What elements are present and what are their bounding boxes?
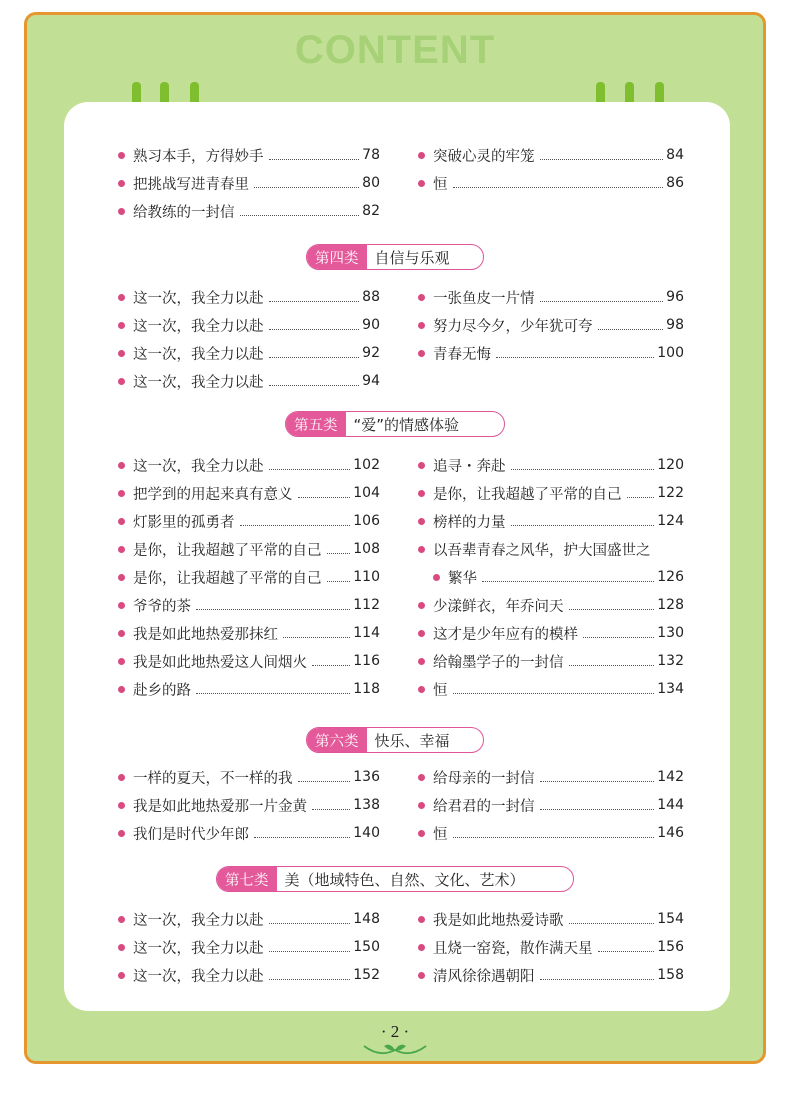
- bullet-dot-icon: [118, 490, 125, 497]
- toc-entry[interactable]: [118, 962, 380, 988]
- bullet-dot-icon: [118, 152, 125, 159]
- dot-leader: [598, 329, 664, 330]
- bullet-dot-icon: [118, 972, 125, 979]
- toc-entry-page: 94: [362, 373, 380, 389]
- toc-entry-title: 给翰墨学子的一封信: [433, 654, 564, 671]
- toc-entry-title: 追寻・奔赴: [433, 458, 506, 475]
- category-badge: [285, 411, 505, 437]
- toc-entry-page: 142: [657, 769, 684, 785]
- toc-entry-title: 熟习本手，方得妙手: [133, 148, 264, 165]
- dot-leader: [482, 581, 654, 582]
- toc-entry[interactable]: [418, 648, 684, 674]
- content-heading: CONTENT: [294, 28, 496, 72]
- dot-leader: [269, 951, 351, 952]
- toc-entry-title: 把挑战写进青春里: [133, 176, 249, 193]
- bullet-dot-icon: [418, 490, 425, 497]
- toc-entry-page: 120: [657, 457, 684, 473]
- bullet-dot-icon: [118, 802, 125, 809]
- toc-entry-title: 这一次，我全力以赴: [133, 940, 264, 957]
- dot-leader: [496, 357, 654, 358]
- leaf-ornament-icon: [362, 1040, 428, 1058]
- bullet-dot-icon: [418, 658, 425, 665]
- toc-entry-page: 88: [362, 289, 380, 305]
- bullet-dot-icon: [418, 916, 425, 923]
- toc-entry-page: 116: [353, 653, 380, 669]
- toc-entry[interactable]: [418, 284, 684, 310]
- toc-entry[interactable]: [118, 452, 380, 478]
- dot-leader: [540, 809, 655, 810]
- toc-entry-page: 118: [353, 681, 380, 697]
- category-number: 第七类: [217, 867, 277, 891]
- category-badge: [216, 866, 574, 892]
- toc-entry-page: 128: [657, 597, 684, 613]
- dot-leader: [540, 159, 664, 160]
- toc-entry-title: 是你，让我超越了平常的自己: [133, 542, 322, 559]
- toc-entry-title: 我是如此地热爱那抹红: [133, 626, 278, 643]
- bullet-dot-icon: [418, 152, 425, 159]
- toc-entry-title: 这一次，我全力以赴: [133, 912, 264, 929]
- toc-entry-page: 138: [353, 797, 380, 813]
- toc-entry-title: 以吾辈青春之风华，护大国盛世之: [433, 542, 651, 559]
- bullet-dot-icon: [433, 574, 440, 581]
- dot-leader: [269, 357, 360, 358]
- toc-entry[interactable]: [118, 368, 380, 394]
- toc-entry[interactable]: [118, 312, 380, 338]
- toc-entry-page: 90: [362, 317, 380, 333]
- dot-leader: [583, 637, 654, 638]
- dot-leader: [312, 809, 350, 810]
- toc-entry-title: 一样的夏天，不一样的我: [133, 770, 293, 787]
- toc-entry-title: 榜样的力量: [433, 514, 506, 531]
- dot-leader: [196, 693, 350, 694]
- toc-entry-page: 102: [353, 457, 380, 473]
- toc-entry-page: 78: [362, 147, 380, 163]
- dot-leader: [540, 301, 664, 302]
- bullet-dot-icon: [118, 574, 125, 581]
- dot-leader: [269, 923, 351, 924]
- toc-entry-page: 130: [657, 625, 684, 641]
- bullet-dot-icon: [118, 546, 125, 553]
- toc-entry-title: 是你，让我超越了平常的自己: [433, 486, 622, 503]
- toc-entry[interactable]: [418, 536, 684, 562]
- bullet-dot-icon: [118, 830, 125, 837]
- toc-entry[interactable]: [418, 452, 684, 478]
- toc-entry-title: 清风徐徐遇朝阳: [433, 968, 535, 985]
- category-badge: [306, 727, 484, 753]
- toc-entry-page: 92: [362, 345, 380, 361]
- toc-entry[interactable]: [433, 564, 684, 590]
- dot-leader: [269, 469, 351, 470]
- toc-entry-page: 146: [657, 825, 684, 841]
- toc-entry[interactable]: [118, 284, 380, 310]
- dot-leader: [269, 159, 360, 160]
- category-number: 第五类: [286, 412, 346, 436]
- bullet-dot-icon: [118, 322, 125, 329]
- dot-leader: [327, 581, 351, 582]
- toc-entry-title: 这一次，我全力以赴: [133, 968, 264, 985]
- toc-entry[interactable]: [118, 142, 380, 168]
- toc-entry[interactable]: [418, 480, 684, 506]
- bullet-dot-icon: [118, 686, 125, 693]
- toc-entry-title: 把学到的用起来真有意义: [133, 486, 293, 503]
- toc-entry-title: 这一次，我全力以赴: [133, 374, 264, 391]
- bullet-dot-icon: [118, 180, 125, 187]
- dot-leader: [269, 979, 351, 980]
- toc-entry-title: 爷爷的茶: [133, 598, 191, 615]
- toc-entry[interactable]: [118, 934, 380, 960]
- dot-leader: [453, 837, 655, 838]
- toc-entry[interactable]: [118, 820, 380, 846]
- toc-entry-title: 这才是少年应有的模样: [433, 626, 578, 643]
- category-name: 自信与乐观: [374, 248, 450, 267]
- toc-entry[interactable]: [418, 676, 684, 702]
- toc-entry[interactable]: [418, 508, 684, 534]
- toc-entry-title: 给君君的一封信: [433, 798, 535, 815]
- category-name: 快乐、幸福: [374, 731, 450, 750]
- dot-leader: [627, 497, 655, 498]
- toc-entry-title: 灯影里的孤勇者: [133, 514, 235, 531]
- toc-entry[interactable]: [418, 764, 684, 790]
- toc-entry-title: 恒: [433, 176, 448, 193]
- bullet-dot-icon: [418, 322, 425, 329]
- toc-entry-page: 126: [657, 569, 684, 585]
- toc-entry[interactable]: [418, 312, 684, 338]
- toc-entry[interactable]: [118, 676, 380, 702]
- bullet-dot-icon: [418, 972, 425, 979]
- toc-entry-title: 恒: [433, 682, 448, 699]
- dot-leader: [598, 951, 655, 952]
- toc-entry-page: 112: [353, 597, 380, 613]
- toc-entry[interactable]: [118, 792, 380, 818]
- toc-entry[interactable]: [118, 340, 380, 366]
- toc-entry-page: 140: [353, 825, 380, 841]
- dot-leader: [298, 497, 351, 498]
- toc-entry-page: 132: [657, 653, 684, 669]
- bullet-dot-icon: [418, 518, 425, 525]
- toc-entry[interactable]: [418, 906, 684, 932]
- toc-entry-title: 突破心灵的牢笼: [433, 148, 535, 165]
- toc-entry[interactable]: [418, 592, 684, 618]
- toc-entry[interactable]: [418, 142, 684, 168]
- toc-entry-title: 青春无悔: [433, 346, 491, 363]
- dot-leader: [196, 609, 350, 610]
- toc-entry-page: 98: [666, 317, 684, 333]
- bullet-dot-icon: [118, 462, 125, 469]
- toc-entry-title: 是你，让我超越了平常的自己: [133, 570, 322, 587]
- toc-entry-page: 110: [353, 569, 380, 585]
- toc-entry-page: 96: [666, 289, 684, 305]
- toc-entry-title: 努力尽今夕，少年犹可夸: [433, 318, 593, 335]
- toc-entry[interactable]: [118, 564, 380, 590]
- toc-entry[interactable]: [118, 480, 380, 506]
- dot-leader: [569, 665, 655, 666]
- toc-entry[interactable]: [118, 764, 380, 790]
- bullet-dot-icon: [418, 630, 425, 637]
- dot-leader: [540, 979, 655, 980]
- category-badge: [306, 244, 484, 270]
- dot-leader: [511, 469, 655, 470]
- toc-entry-page: 154: [657, 911, 684, 927]
- toc-entry-title: 我是如此地热爱这人间烟火: [133, 654, 307, 671]
- category-name: “爱”的情感体验: [353, 415, 460, 434]
- bullet-dot-icon: [118, 350, 125, 357]
- toc-entry-title: 这一次，我全力以赴: [133, 290, 264, 307]
- dot-leader: [254, 187, 359, 188]
- toc-entry-title: 繁华: [448, 570, 477, 587]
- toc-entry[interactable]: [418, 792, 684, 818]
- toc-entry-page: 158: [657, 967, 684, 983]
- bullet-dot-icon: [418, 774, 425, 781]
- toc-entry[interactable]: [418, 340, 684, 366]
- toc-entry[interactable]: [118, 592, 380, 618]
- dot-leader: [453, 187, 664, 188]
- bullet-dot-icon: [418, 546, 425, 553]
- bullet-dot-icon: [118, 602, 125, 609]
- bullet-dot-icon: [418, 944, 425, 951]
- toc-entry-title: 恒: [433, 826, 448, 843]
- bullet-dot-icon: [418, 350, 425, 357]
- dot-leader: [240, 525, 351, 526]
- toc-entry-page: 122: [657, 485, 684, 501]
- dot-leader: [254, 837, 350, 838]
- toc-entry-title: 这一次，我全力以赴: [133, 318, 264, 335]
- toc-entry-title: 我是如此地热爱那一片金黄: [133, 798, 307, 815]
- toc-entry-page: 150: [353, 939, 380, 955]
- dot-leader: [327, 553, 351, 554]
- toc-entry[interactable]: [118, 508, 380, 534]
- toc-entry-title: 一张鱼皮一片情: [433, 290, 535, 307]
- toc-entry-page: 156: [657, 939, 684, 955]
- dot-leader: [269, 301, 360, 302]
- dot-leader: [240, 215, 360, 216]
- toc-entry-page: 84: [666, 147, 684, 163]
- bullet-dot-icon: [118, 208, 125, 215]
- toc-entry-title: 给母亲的一封信: [433, 770, 535, 787]
- toc-entry-page: 148: [353, 911, 380, 927]
- toc-entry-page: 134: [657, 681, 684, 697]
- toc-entry-page: 124: [657, 513, 684, 529]
- toc-entry[interactable]: [118, 170, 380, 196]
- bullet-dot-icon: [118, 944, 125, 951]
- dot-leader: [569, 609, 655, 610]
- toc-entry-page: 86: [666, 175, 684, 191]
- bullet-dot-icon: [418, 462, 425, 469]
- page-number: · 2 ·: [380, 1022, 410, 1041]
- bullet-dot-icon: [418, 180, 425, 187]
- bullet-dot-icon: [118, 658, 125, 665]
- toc-entry-title: 这一次，我全力以赴: [133, 458, 264, 475]
- dot-leader: [453, 693, 655, 694]
- bullet-dot-icon: [418, 830, 425, 837]
- category-number: 第四类: [307, 245, 367, 269]
- toc-entry-title: 给教练的一封信: [133, 204, 235, 221]
- dot-leader: [269, 329, 360, 330]
- toc-entry-page: 82: [362, 203, 380, 219]
- toc-entry-page: 104: [353, 485, 380, 501]
- bullet-dot-icon: [118, 378, 125, 385]
- toc-entry[interactable]: [118, 536, 380, 562]
- dot-leader: [540, 781, 655, 782]
- category-number: 第六类: [307, 728, 367, 752]
- toc-entry[interactable]: [118, 648, 380, 674]
- toc-entry[interactable]: [418, 620, 684, 646]
- toc-entry-page: 108: [353, 541, 380, 557]
- toc-entry[interactable]: [118, 620, 380, 646]
- bullet-dot-icon: [418, 686, 425, 693]
- toc-entry-page: 114: [353, 625, 380, 641]
- bullet-dot-icon: [118, 916, 125, 923]
- dot-leader: [269, 385, 360, 386]
- toc-entry-title: 这一次，我全力以赴: [133, 346, 264, 363]
- toc-entry-title: 我是如此地热爱诗歌: [433, 912, 564, 929]
- toc-entry[interactable]: [118, 906, 380, 932]
- bullet-dot-icon: [118, 294, 125, 301]
- toc-entry[interactable]: [418, 962, 684, 988]
- toc-entry-title: 赴乡的路: [133, 682, 191, 699]
- toc-entry-page: 106: [353, 513, 380, 529]
- category-name: 美（地域特色、自然、文化、艺术）: [284, 870, 525, 889]
- bullet-dot-icon: [118, 630, 125, 637]
- toc-entry[interactable]: [418, 820, 684, 846]
- dot-leader: [298, 781, 351, 782]
- dot-leader: [511, 525, 655, 526]
- dot-leader: [283, 637, 350, 638]
- toc-entry-title: 少漾鲜衣，年乔问天: [433, 598, 564, 615]
- toc-entry-page: 144: [657, 797, 684, 813]
- bullet-dot-icon: [418, 802, 425, 809]
- bullet-dot-icon: [118, 774, 125, 781]
- toc-entry[interactable]: [118, 198, 380, 224]
- toc-entry-page: 100: [657, 345, 684, 361]
- toc-entry-page: 152: [353, 967, 380, 983]
- dot-leader: [569, 923, 655, 924]
- bullet-dot-icon: [118, 518, 125, 525]
- toc-entry-title: 且烧一窑瓷，散作满天星: [433, 940, 593, 957]
- toc-entry-page: 80: [362, 175, 380, 191]
- toc-entry-page: 136: [353, 769, 380, 785]
- bullet-dot-icon: [418, 602, 425, 609]
- bullet-dot-icon: [418, 294, 425, 301]
- dot-leader: [312, 665, 350, 666]
- toc-entry[interactable]: [418, 934, 684, 960]
- toc-entry[interactable]: [418, 170, 684, 196]
- toc-entry-title: 我们是时代少年郎: [133, 826, 249, 843]
